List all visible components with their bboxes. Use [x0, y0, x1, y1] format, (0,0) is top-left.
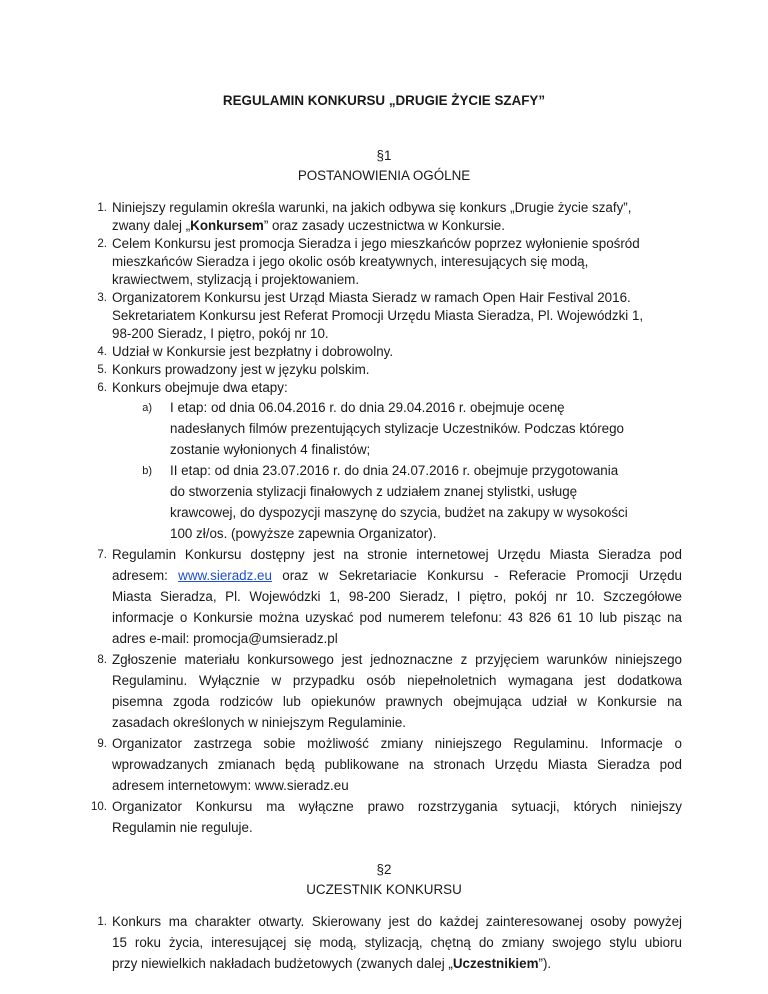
- list-item-line: adres e-mail: promocja@umsieradz.pl: [112, 631, 338, 646]
- list-item-number: 1.: [97, 916, 107, 928]
- sublist-line: do stworzenia stylizacji finałowych z udziałem znanej stylistki, usługę: [170, 484, 578, 499]
- list-item-line: 15 roku życia, interesującej się modą, stylizacją, chętną do zmiany swojego stylu ubioru: [112, 935, 682, 950]
- sublist-line: I etap: od dnia 06.04.2016 r. do dnia 29.04.2016 r. obejmuje ocenę: [170, 400, 565, 415]
- list-item-number: 1.: [97, 202, 107, 214]
- sublist-letter: a): [142, 402, 152, 414]
- list-item-line: zasadach określonych w niniejszym Regulaminie.: [112, 715, 406, 730]
- list-item-line: wprowadzanych zmianach będą publikowane na stronach Urzędu Miasta Sieradza pod: [112, 757, 682, 772]
- sublist-line: 100 zł/os. (powyższe zapewnia Organizator).: [170, 526, 437, 541]
- list-item-line: adresem: www.sieradz.eu oraz w Sekretariacie Konkursu - Referacie Promocji Urzędu: [112, 568, 683, 583]
- list-item-number: 5.: [97, 364, 107, 376]
- list-item-line: adresem internetowym: www.sieradz.eu: [112, 778, 349, 793]
- list-item-number: 9.: [97, 738, 107, 750]
- list-item-line: Konkurs ma charakter otwarty. Skierowany jest do każdej zainteresowanej osoby powyżej: [112, 914, 682, 929]
- list-item-line: Konkurs prowadzony jest w języku polskim.: [112, 362, 370, 377]
- list-item-line: Organizator zastrzega sobie możliwość zmiany niniejszego Regulaminu. Informacje o: [112, 736, 682, 751]
- list-item-line: 98-200 Sieradz, I piętro, pokój nr 10.: [112, 326, 329, 341]
- list-item-number: 2.: [97, 238, 107, 250]
- list-item-line: Udział w Konkursie jest bezpłatny i dobrowolny.: [112, 344, 394, 359]
- sublist-letter: b): [142, 465, 152, 477]
- section-1-mark: §1: [376, 148, 392, 163]
- list-item-number: 4.: [97, 346, 107, 358]
- list-item-line: przy niewielkich nakładach budżetowych (zwanych dalej „Uczestnikiem”).: [112, 956, 552, 971]
- list-item-line: pisemna zgoda rodziców lub opiekunów prawnych obejmująca udział w Konkursie na: [112, 694, 682, 709]
- list-item-number: 6.: [97, 382, 107, 394]
- list-item-number: 3.: [97, 292, 107, 304]
- list-item-line: krawiectwem, stylizacją i projektowaniem.: [112, 272, 360, 287]
- list-item-line: Organizator Konkursu ma wyłączne prawo rozstrzygania sytuacji, których niniejszy: [112, 799, 682, 814]
- sublist-line: nadesłanych filmów prezentujących stylizacje Uczestników. Podczas którego: [170, 421, 625, 436]
- list-item-line: Regulamin Konkursu dostępny jest na stronie internetowej Urzędu Miasta Sieradza pod: [112, 547, 682, 562]
- list-item-line: Miasta Sieradza, Pl. Wojewódzki 1, 98-200 Sieradz, I piętro, pokój nr 10. Szczegółowe: [112, 589, 682, 604]
- sublist-line: II etap: od dnia 23.07.2016 r. do dnia 24.07.2016 r. obejmuje przygotowania: [170, 463, 619, 478]
- list-item-line: mieszkańców Sieradza i jego okolic osób kreatywnych, interesujących się modą,: [112, 254, 589, 269]
- list-item-number: 10.: [91, 801, 107, 813]
- section-1-heading: POSTANOWIENIA OGÓLNE: [297, 168, 471, 183]
- list-item-line: Regulamin nie reguluje.: [112, 820, 253, 835]
- website-link[interactable]: www.sieradz.eu: [178, 568, 272, 583]
- document-title: REGULAMIN KONKURSU „DRUGIE ŻYCIE SZAFY”: [222, 93, 546, 108]
- list-item-line: zwany dalej „Konkursem” oraz zasady uczestnictwa w Konkursie.: [112, 218, 505, 233]
- list-item-line: Konkurs obejmuje dwa etapy:: [112, 380, 288, 395]
- sublist-line: krawcowej, do dyspozycji maszynę do szycia, budżet na zakupy w wysokości: [170, 505, 628, 520]
- list-item-line: Niniejszy regulamin określa warunki, na jakich odbywa się konkurs „Drugie życie szafy”,: [112, 200, 632, 215]
- list-item-line: Organizatorem Konkursu jest Urząd Miasta Sieradz w ramach Open Hair Festival 2016.: [112, 290, 631, 305]
- list-item-line: informacje o Konkursie można uzyskać pod numerem telefonu: 43 826 61 10 lub pisząc na: [112, 610, 682, 625]
- list-item-number: 7.: [97, 549, 107, 561]
- list-item-line: Celem Konkursu jest promocja Sieradza i jego mieszkańców poprzez wyłonienie spośród: [112, 236, 640, 251]
- list-item-line: Zgłoszenie materiału konkursowego jest jednoznaczne z przyjęciem warunków niniejszego: [112, 652, 682, 667]
- list-item-line: Regulaminu. Wyłącznie w przypadku osób niepełnoletnich wymagana jest dodatkowa: [112, 673, 682, 688]
- section-2-heading: UCZESTNIK KONKURSU: [306, 882, 462, 897]
- sublist-line: zostanie wyłonionych 4 finalistów;: [170, 442, 371, 457]
- list-item-number: 8.: [97, 654, 107, 666]
- section-2-mark: §2: [376, 862, 392, 877]
- list-item-line: Sekretariatem Konkursu jest Referat Promocji Urzędu Miasta Sieradza, Pl. Wojewódzki 1,: [112, 308, 644, 323]
